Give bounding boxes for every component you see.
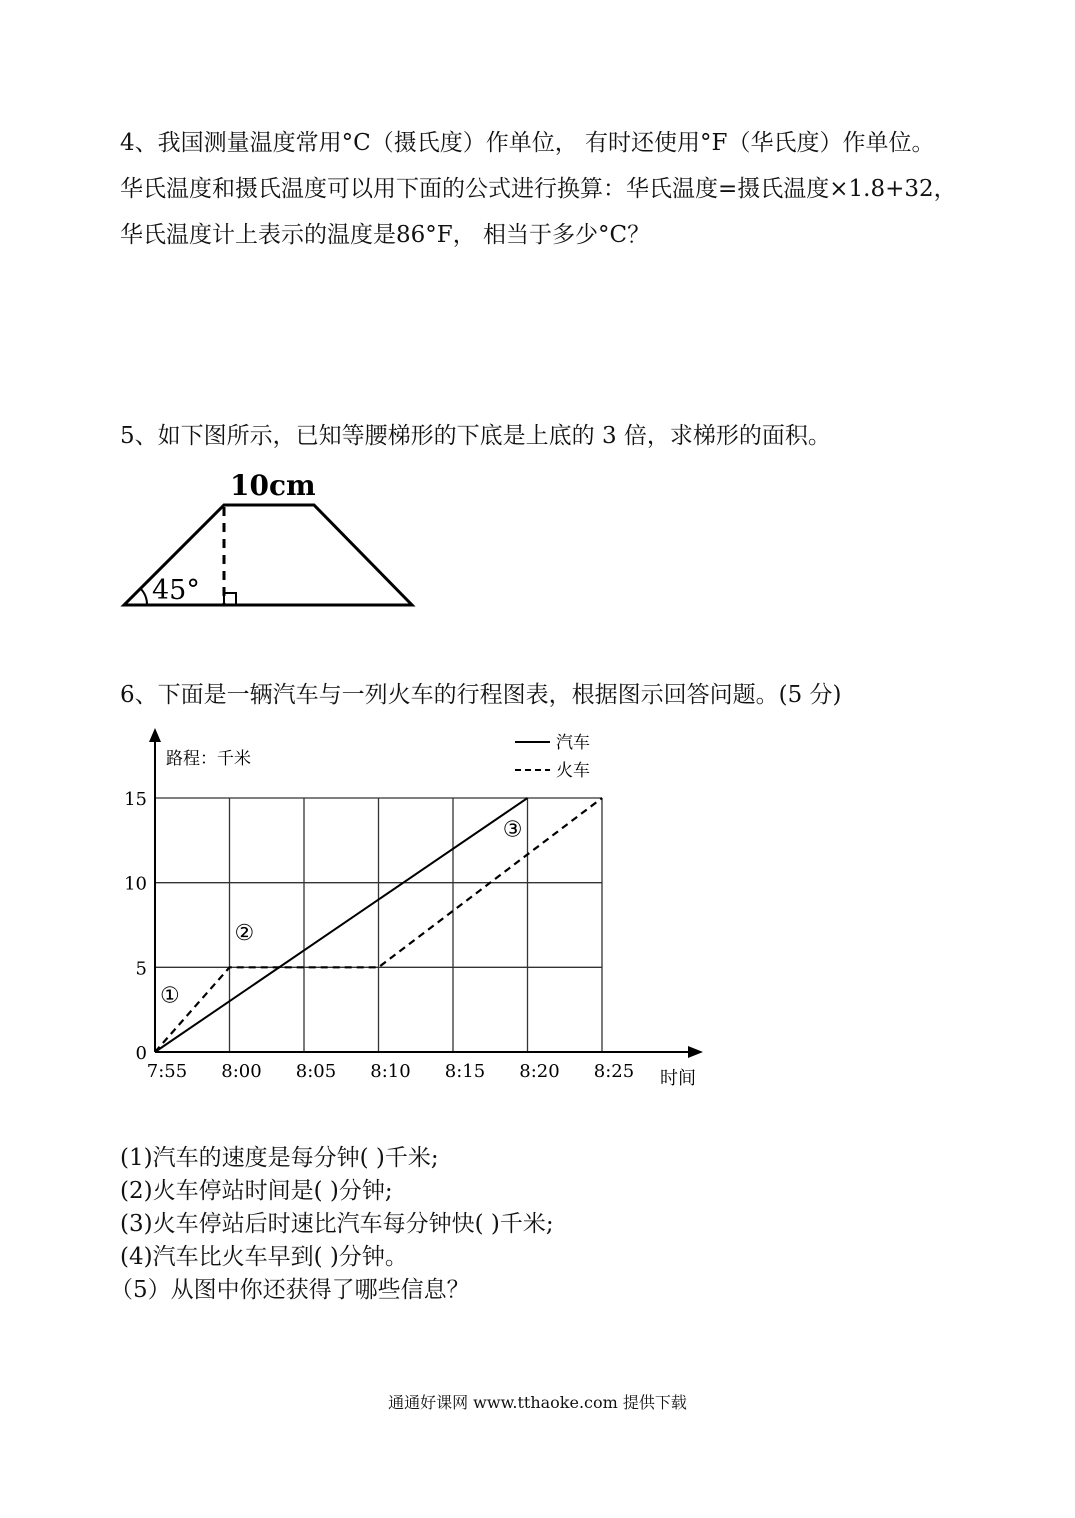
series-line-car [155,798,528,1052]
y-tick-label: 10 [124,873,147,895]
y-tick-label: 5 [135,958,147,980]
legend-label: 火车 [556,761,590,781]
x-tick-label: 7:55 [146,1061,188,1082]
page-footer: 通通好课网 www.tthaoke.com 提供下载 [388,1393,687,1412]
x-tick-label: 8:20 [519,1061,560,1082]
question-6-1: (1)汽车的速度是每分钟( )千米; [120,1145,439,1171]
x-axis-arrow [688,1046,703,1058]
segment-annotation: ③ [502,817,523,843]
y-axis-label: 路程：千米 [166,749,251,769]
x-tick-label: 8:00 [221,1061,262,1082]
question-5-text: 5、如下图所示，已知等腰梯形的下底是上底的 3 倍，求梯形的面积。 [120,423,831,449]
x-tick-label: 8:05 [295,1061,337,1082]
angle-label: 45° [152,575,200,606]
question-6-3: (3)火车停站后时速比汽车每分钟快( )千米; [120,1211,554,1237]
segment-annotation: ② [234,920,255,946]
y-tick-label: 0 [135,1043,147,1064]
top-base-label: 10cm [230,469,316,502]
segment-annotation: ① [160,983,180,1009]
question-4-text: 4、我国测量温度常用°C（摄氏度）作单位， 有时还使用°F（华氏度）作单位。 华氏温度和摄氏温度可以用下面的公式进行换算：华氏温度=摄氏温度×1.8+32，华氏温度计上表示的温度是86°F， 相当于多少°C？ [120,130,957,248]
legend-label: 汽车 [556,733,590,753]
x-tick-label: 8:15 [444,1061,486,1082]
question-6-4: (4)汽车比火车早到( )分钟。 [120,1244,408,1270]
question-6-5: （5）从图中你还获得了哪些信息？ [110,1277,470,1303]
x-tick-label: 8:25 [593,1061,635,1082]
question-6-2: (2)火车停站时间是( )分钟; [120,1178,393,1204]
x-axis-label: 时间 [660,1068,696,1089]
y-tick-label: 15 [124,789,147,810]
x-tick-label: 8:10 [370,1061,411,1082]
question-6-text: 6、下面是一辆汽车与一列火车的行程图表，根据图示回答问题。(5 分) [120,682,842,708]
y-axis-arrow [149,728,161,742]
